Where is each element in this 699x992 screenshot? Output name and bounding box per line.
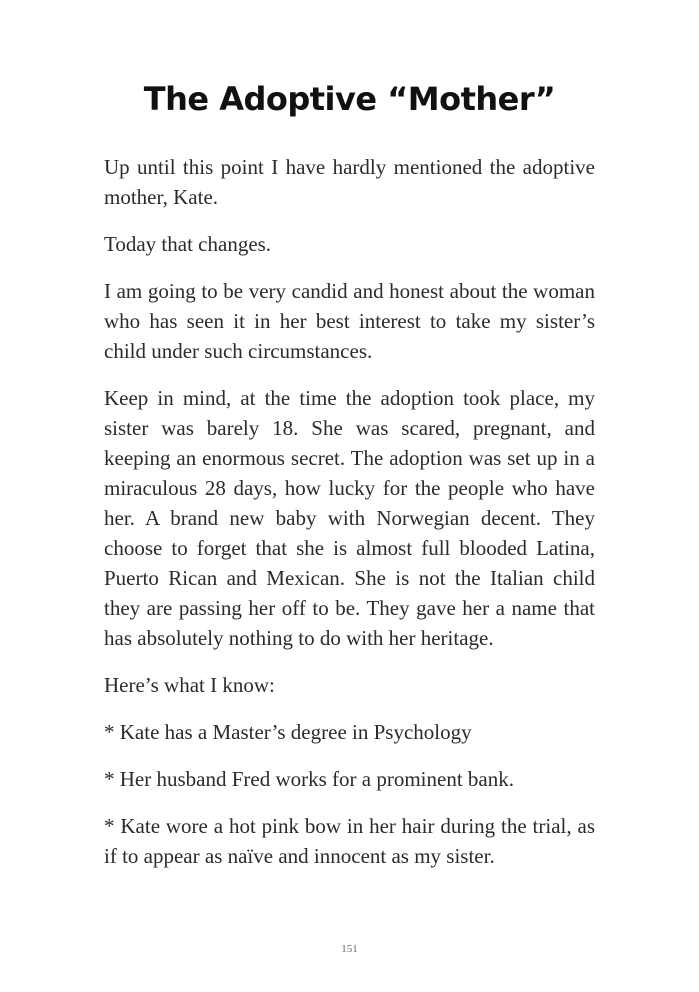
paragraph: I am going to be very candid and honest about the woman who has seen it in her best interest to take my sister’s child under such circumstances. — [104, 279, 595, 363]
bullet-item: * Kate has a Master’s degree in Psychology — [104, 720, 472, 744]
bullet-item: * Her husband Fred works for a prominent bank. — [104, 767, 514, 791]
paragraph: Here’s what I know: — [104, 673, 275, 697]
chapter-body — [104, 152, 595, 888]
page-number: 151 — [341, 943, 358, 955]
chapter-title: The Adoptive “Mother” — [143, 80, 556, 118]
paragraph: Today that changes. — [104, 232, 272, 256]
paragraph: Up until this point I have hardly mentioned the adoptive mother, Kate. — [104, 155, 595, 209]
paragraph: Keep in mind, at the time the adoption took place, my sister was barely 18. She was scared, pregnant, and keeping an enormous secret. The adoption was set up in a miraculous 28 days, how lucky for the people who have her. A brand new baby with Norwegian decent. They choose to forget that she is almost full blooded Latina, Puerto Rican and Mexican. She is not the Italian child they are passing her off to be. They gave her a name that has absolutely nothing to do with her heritage. — [104, 386, 595, 650]
bullet-item: * Kate wore a hot pink bow in her hair during the trial, as if to appear as naïve and innocent as my sister. — [104, 814, 595, 868]
